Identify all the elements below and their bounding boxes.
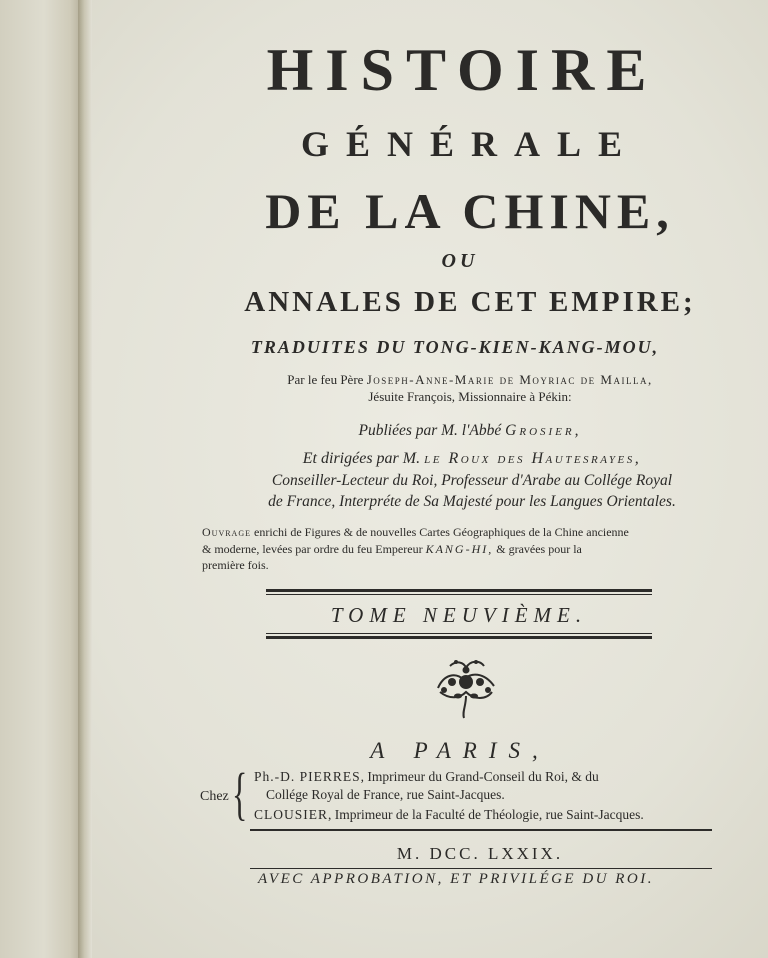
description-line1 xyxy=(202,524,629,540)
imprint-printer1-addr: Collége Royal de France, rue Saint-Jacques. xyxy=(266,787,505,802)
rule-top-thick xyxy=(266,589,652,592)
translator-role: Jésuite François, Missionnaire à Pékin: xyxy=(368,389,572,404)
facing-page-edge xyxy=(0,0,80,958)
title-histoire: HISTOIRE xyxy=(266,37,659,103)
director-prefix: Et dirigées par M. xyxy=(302,450,421,467)
description-ouvrage: Ouvrage xyxy=(202,525,251,539)
printer2-name: CLOUSIER xyxy=(254,807,329,822)
title-ou: OU xyxy=(441,250,479,272)
imprint-chez: Chez xyxy=(200,789,229,804)
translator-par: Par le feu xyxy=(287,372,338,387)
director-line1 xyxy=(198,449,746,469)
title-generale: GÉNÉRALE xyxy=(300,124,640,164)
description-text1: enrichi de Figures & de nouvelles Cartes Géographiques de la Chine ancienne xyxy=(254,525,629,539)
volume-label: TOME NEUVIÈME. xyxy=(330,603,588,627)
approbation-line: AVEC APPROBATION, ET PRIVILÉGE DU ROI. xyxy=(257,871,655,887)
imprint-rule-top xyxy=(250,829,712,831)
translator-name: Joseph-Anne-Marie de Moyriac de Mailla, xyxy=(366,372,653,387)
description-line2 xyxy=(202,541,582,557)
printer1-desc: , Imprimeur du Grand-Conseil du Roi, & du xyxy=(360,769,599,784)
description-emperor: KANG-HI, xyxy=(425,542,494,556)
printer1-name: Ph.-D. PIERRES xyxy=(254,769,361,784)
imprint-printer2 xyxy=(254,806,644,823)
rule-bottom-thin xyxy=(266,633,652,634)
floral-vignette-icon xyxy=(430,652,502,720)
subtitle-traduites: TRADUITES DU TONG-KIEN-KANG-MOU, xyxy=(250,337,660,357)
description-text2b: & gravées pour la xyxy=(496,542,582,556)
book-gutter xyxy=(78,0,92,958)
director-line2: Conseiller-Lecteur du Roi, Professeur d'Arabe au Collége Royal xyxy=(271,472,673,489)
director-line3: de France, Interpréte de Sa Majesté pour les Langues Orientales. xyxy=(268,493,676,510)
translator-line xyxy=(200,372,740,388)
title-de-la-chine: DE LA CHINE, xyxy=(265,183,675,239)
description-text2a: & moderne, levées par ordre du feu Empereur xyxy=(202,542,423,556)
rule-bottom-thick xyxy=(266,636,652,639)
editor-publiees: Publiées par M. l'Abbé xyxy=(358,422,502,439)
editor-name: Grosier, xyxy=(505,422,582,439)
imprint-printer1 xyxy=(254,768,599,785)
director-name: le Roux des Hautesrayes, xyxy=(424,450,642,467)
translator-pere: Père xyxy=(340,372,364,387)
imprint-date: M. DCC. LXXIX. xyxy=(396,844,564,863)
rule-top-thin xyxy=(266,594,652,595)
imprint-brace: { xyxy=(232,761,248,826)
title-annales: ANNALES DE CET EMPIRE; xyxy=(244,286,696,318)
printer2-desc: , Imprimeur de la Faculté de Théologie, rue Saint-Jacques. xyxy=(328,807,644,822)
imprint-city: A PARIS, xyxy=(370,738,550,763)
editor-line xyxy=(200,421,740,441)
description-line3: première fois. xyxy=(202,558,269,572)
